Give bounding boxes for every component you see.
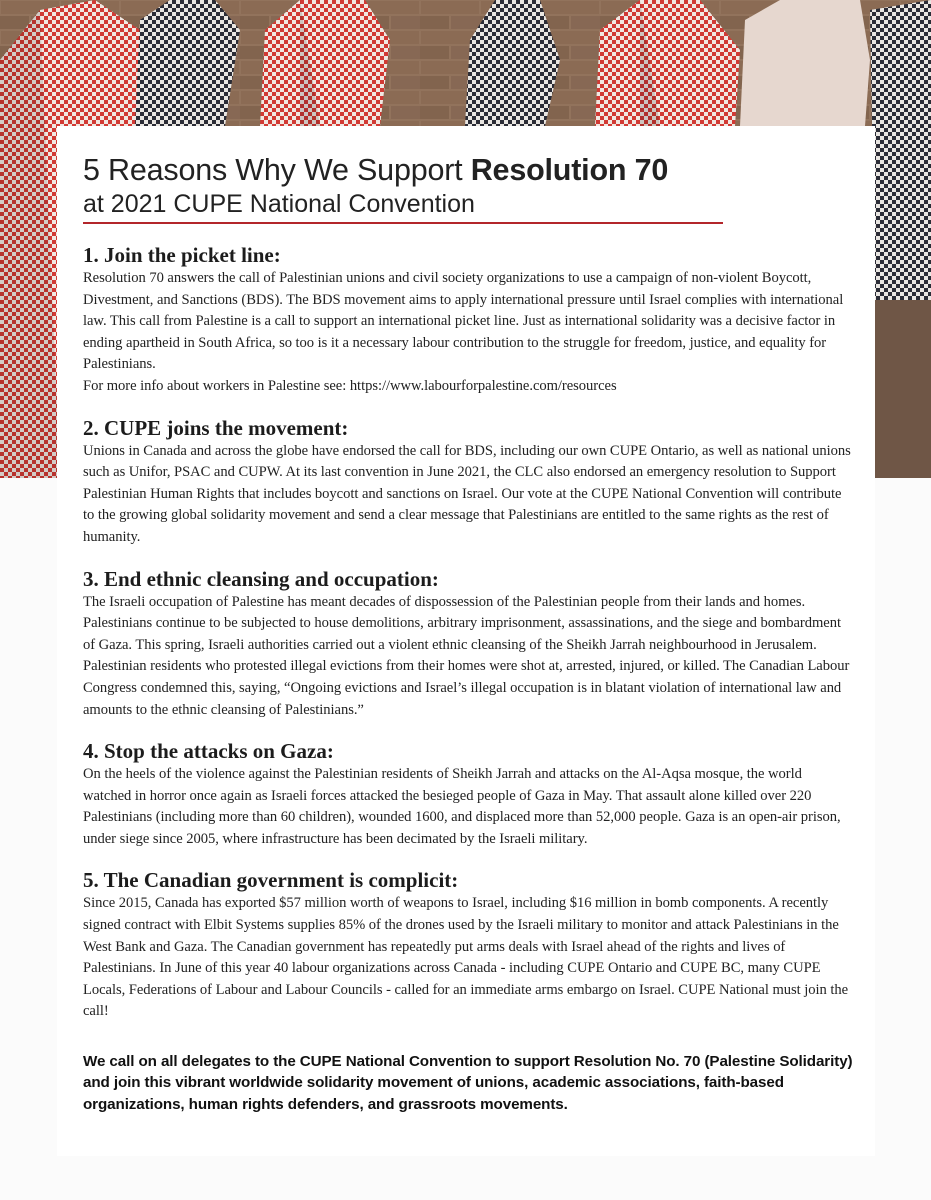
reason-1-more-info: For more info about workers in Palestine see: https://www.labourforpalestine.com/resources bbox=[83, 377, 617, 394]
reason-2 bbox=[83, 415, 853, 549]
reason-1-body: Resolution 70 answers the call of Palestinian unions and civil society organizations to use a campaign of non-violent Boycott, Divestment, and Sanctions (BDS). The BDS movement aims to apply international pressure until Israel complies with international law. This call from Palestine is a call to support an international picket line. Just as international solidarity was a decisive factor in ending apartheid in South Africa, so too is it a necessary labour contribution to the struggle for freedom, justice, and equality for Palestinians. bbox=[83, 270, 844, 373]
reason-5-body: Since 2015, Canada has exported $57 million worth of weapons to Israel, including $16 million in bomb components. A recently signed contract with Elbit Systems supplies 85% of the drones used by the Israeli military to monitor and attack Palestinians in the West Bank and Gaza. The Canadian government has repeatedly put arms deals with Israel ahead of the rights and lives of Palestinians. In June of this year 40 labour organizations across Canada - including CUPE Ontario and CUPE BC, many CUPE Locals, Federations of Labour and Labour Councils - called for an immediate arms embargo on Israel. CUPE National must join the call! bbox=[83, 895, 849, 1020]
reason-1-heading: 1. Join the picket line: bbox=[83, 243, 281, 267]
reason-3-heading: 3. End ethnic cleansing and occupation: bbox=[83, 566, 439, 591]
reason-2-heading: 2. CUPE joins the movement: bbox=[83, 415, 349, 440]
reason-4-heading: 4. Stop the attacks on Gaza: bbox=[83, 739, 334, 764]
title-bold: Resolution 70 bbox=[470, 153, 669, 187]
reason-5-heading: 5. The Canadian government is complicit: bbox=[83, 868, 459, 893]
reason-3-body: The Israeli occupation of Palestine has meant decades of dispossession of the Palestinian people from their lands and homes. Palestinians continue to be subjected to house demolitions, arbitrary imprisonment, assassinations, and the siege and bombardment of Gaza. This spring, Israeli authorities carried out a violent ethnic cleansing of the Sheikh Jarrah neighbourhood in Jerusalem. Palestinian residents who protested illegal evictions from their homes were shot at, arrested, injured, or killed. The Canadian Labour Congress condemned this, saying, “Ongoing evictions and Israel’s illegal occupation is in blatant violation of international law and amounts to the ethnic cleansing of Palestinians.” bbox=[83, 593, 850, 718]
title-regular: 5 Reasons Why We Support bbox=[83, 153, 471, 187]
reason-5 bbox=[83, 867, 853, 1023]
reasons-list bbox=[83, 242, 853, 1040]
reason-3 bbox=[83, 566, 853, 722]
reason-4-body: On the heels of the violence against the Palestinian residents of Sheikh Jarrah and attacks on the Al-Aqsa mosque, the world watched in horror once again as Israeli forces attacked the besieged people of Gaza in May. That assault alone killed over 220 Palestinians (including more than 60 children), wounded 1600, and displaced more than 52,000 people. Gaza is an open-air prison, under siege since 2005, where infrastructure has been decimated by the Israeli military. bbox=[83, 766, 841, 847]
closing-call-to-action: We call on all delegates to the CUPE National Convention to support Resolution No. 70 (Palestine Solidarity) and join this vibrant worldwide solidarity movement of unions, academic associations, faith-based organizations, human rights defenders, and grassroots movements. bbox=[83, 1053, 853, 1113]
flyer-card bbox=[57, 126, 875, 1156]
reason-2-body: Unions in Canada and across the globe have endorsed the call for BDS, including our own CUPE Ontario, as well as national unions such as Unifor, PSAC and CUPW. At its last convention in June 2021, the CLC also endorsed an emergency resolution to Support Palestinian Human Rights that includes boycott and sanctions on Israel. Our vote at the CUPE National Convention will contribute to the growing global solidarity movement and send a clear message that Palestinians are entitled to the same rights as the rest of humanity. bbox=[83, 442, 851, 545]
title-line-2: at 2021 CUPE National Convention bbox=[83, 190, 475, 218]
title-line-1 bbox=[83, 151, 723, 189]
page-title bbox=[83, 151, 723, 219]
reason-1 bbox=[83, 242, 853, 398]
title-underline-divider bbox=[83, 222, 723, 224]
reason-4 bbox=[83, 738, 853, 850]
